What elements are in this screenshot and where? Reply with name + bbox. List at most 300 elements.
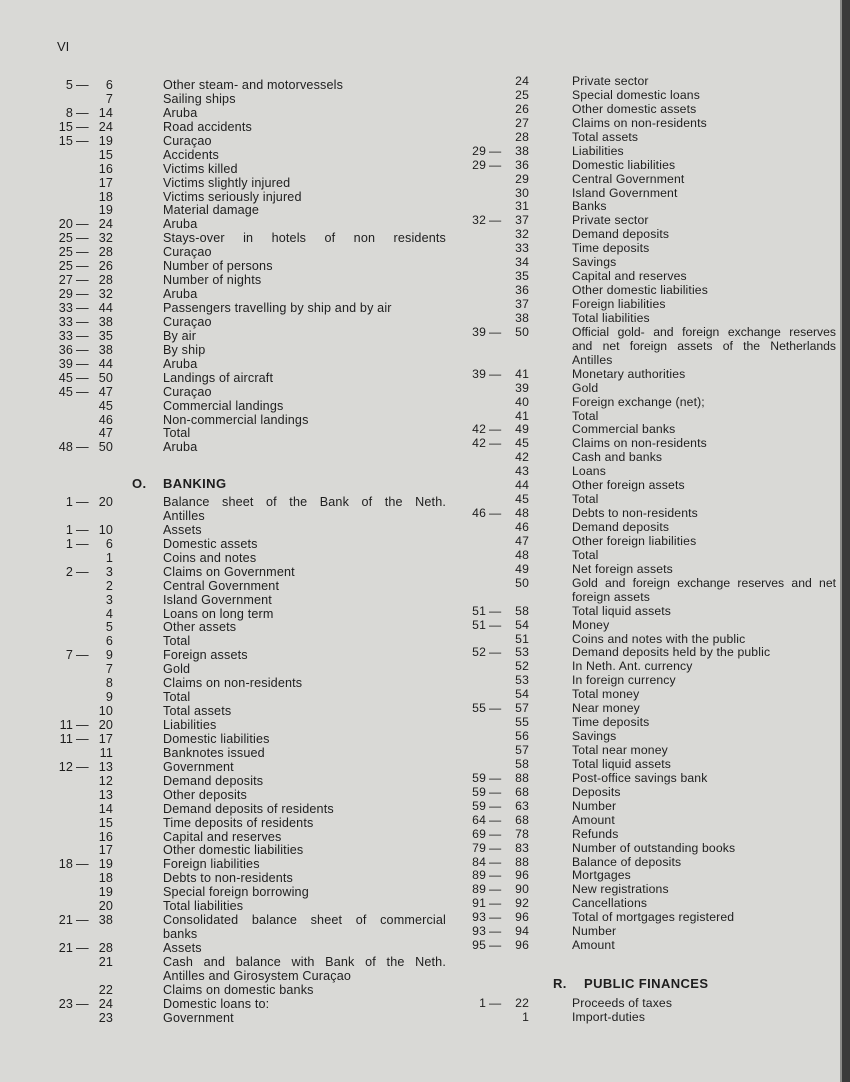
range-dash: — <box>76 718 89 732</box>
table-title: Domestic loans to: <box>163 996 270 1011</box>
table-range-start: 69 <box>472 826 486 841</box>
table-title: Demand deposits <box>572 227 670 242</box>
table-number: 24 <box>515 74 529 88</box>
table-range-start: 33 <box>58 328 73 343</box>
table-title: Capital and reserves <box>163 829 282 844</box>
table-title: Curaçao <box>163 314 212 329</box>
range-dash: — <box>76 342 89 357</box>
table-range-start: 59 <box>472 784 486 799</box>
table-number: 9 <box>105 690 113 705</box>
range-dash: — <box>489 324 502 339</box>
table-title: Foreign exchange (net); <box>572 394 705 409</box>
table-number: 28 <box>98 941 113 955</box>
table-title: Number of outstanding books <box>572 840 736 855</box>
table-title: Central Government <box>163 578 280 593</box>
table-number: 33 <box>515 241 529 256</box>
table-title: Balance of deposits <box>572 854 682 869</box>
table-range-start: 91 <box>472 896 486 911</box>
table-title: Loans <box>572 464 606 479</box>
table-number: 38 <box>98 342 113 357</box>
table-title: Non-commercial landings <box>163 412 309 427</box>
table-number: 17 <box>98 731 113 746</box>
table-title: Assets <box>163 522 202 537</box>
table-number: 10 <box>98 522 113 537</box>
table-title: Liabilities <box>163 718 217 732</box>
table-title: Landings of aircraft <box>163 370 274 385</box>
table-number: 96 <box>515 938 529 953</box>
table-number: 63 <box>515 798 529 813</box>
range-dash: — <box>489 910 502 925</box>
table-number: 50 <box>98 370 113 385</box>
range-dash: — <box>489 924 502 939</box>
range-dash: — <box>76 78 89 92</box>
range-dash: — <box>76 440 89 455</box>
table-title: Total of mortgages registered <box>572 910 735 925</box>
table-range-start: 25 <box>58 259 73 274</box>
table-number: 24 <box>98 119 113 134</box>
table-number: 23 <box>98 1010 113 1025</box>
section-heading-banking-letter: O. <box>132 476 147 491</box>
table-range-start: 89 <box>472 868 486 883</box>
range-dash: — <box>489 938 502 953</box>
table-range-start: 46 <box>472 506 486 521</box>
table-range-start: 1 <box>65 536 73 551</box>
table-number: 35 <box>98 328 113 343</box>
table-number: 68 <box>515 812 529 827</box>
table-number: 57 <box>515 743 529 757</box>
range-dash: — <box>489 422 502 437</box>
table-title: Other assets <box>163 620 237 635</box>
range-dash: — <box>489 798 502 813</box>
table-title: Victims seriously injured <box>163 189 302 204</box>
table-number: 24 <box>98 996 113 1011</box>
table-title: Foreign liabilities <box>163 857 260 872</box>
range-dash: — <box>76 536 89 551</box>
table-number: 19 <box>98 203 113 218</box>
table-title: Banknotes issued <box>163 745 265 760</box>
range-dash: — <box>489 854 502 869</box>
table-range-start: 5 <box>65 78 73 92</box>
table-number: 28 <box>98 273 113 288</box>
table-number: 20 <box>98 718 113 732</box>
table-title: Road accidents <box>163 119 252 134</box>
range-dash: — <box>76 759 89 774</box>
table-title: Time deposits <box>572 241 650 256</box>
table-title: Coins and notes <box>163 550 257 565</box>
table-number: 11 <box>99 745 113 760</box>
table-title: Amount <box>572 938 615 953</box>
table-number: 3 <box>105 592 113 607</box>
table-number: 38 <box>98 314 113 329</box>
table-number: 92 <box>515 896 529 911</box>
table-title: Private sector <box>572 213 649 228</box>
table-title: Total <box>163 634 191 649</box>
table-number: 13 <box>98 759 113 774</box>
table-title: Debts to non-residents <box>163 871 294 886</box>
table-range-start: 33 <box>58 314 73 329</box>
table-title: Curaçao <box>163 384 212 399</box>
table-number: 7 <box>105 662 113 677</box>
range-dash: — <box>489 812 502 827</box>
table-title: Official gold- and foreign exchange reserves <box>572 325 836 339</box>
range-dash: — <box>76 648 89 663</box>
table-range-start: 29 <box>472 157 486 172</box>
table-number: 24 <box>98 217 113 232</box>
table-title: Stays-over in hotels of non residents <box>163 232 446 246</box>
table-title: Cash and balance with Bank of the Neth. <box>163 955 446 969</box>
table-number: 50 <box>515 575 529 590</box>
table-title: Number <box>572 924 617 939</box>
table-number: 14 <box>98 105 113 120</box>
table-range-start: 15 <box>58 133 73 148</box>
table-number: 26 <box>515 101 529 116</box>
table-title: Total <box>572 547 599 562</box>
table-title: Cash and banks <box>572 450 663 465</box>
table-number: 22 <box>98 982 113 997</box>
table-number: 29 <box>515 171 529 186</box>
table-range-start: 39 <box>58 356 73 371</box>
table-range-start: 18 <box>58 857 73 872</box>
table-title: Refunds <box>572 826 619 841</box>
table-title: Total assets <box>572 129 639 144</box>
table-number: 50 <box>515 324 529 339</box>
table-number: 6 <box>105 536 113 551</box>
range-dash: — <box>76 996 89 1011</box>
table-number: 49 <box>515 561 529 576</box>
table-range-start: 7 <box>65 648 73 663</box>
table-range-start: 39 <box>472 324 486 339</box>
table-range-start: 27 <box>58 273 73 288</box>
table-number: 25 <box>515 87 529 102</box>
range-dash: — <box>489 996 502 1010</box>
table-range-start: 84 <box>472 854 486 869</box>
table-title: Island Government <box>572 185 678 200</box>
table-title: Gold <box>572 380 599 395</box>
table-number: 28 <box>98 245 113 260</box>
table-range-start: 89 <box>472 882 486 897</box>
table-title: Cancellations <box>572 896 648 911</box>
table-range-start: 15 <box>58 119 73 134</box>
table-title: Aruba <box>163 440 198 455</box>
range-dash: — <box>489 896 502 911</box>
table-number: 6 <box>105 78 113 92</box>
range-dash: — <box>489 826 502 841</box>
range-dash: — <box>76 356 89 371</box>
table-title: Material damage <box>163 203 260 218</box>
table-number: 46 <box>515 520 529 534</box>
table-title: Private sector <box>572 74 649 88</box>
table-title: Banks <box>572 199 607 214</box>
range-dash: — <box>76 245 89 260</box>
table-number: 52 <box>515 659 529 674</box>
table-title: Sailing ships <box>163 91 236 106</box>
table-number: 32 <box>515 227 529 242</box>
range-dash: — <box>489 366 502 381</box>
table-title: Total <box>163 426 191 441</box>
table-number: 45 <box>98 398 113 413</box>
table-number: 68 <box>515 784 529 799</box>
section-heading-banking: BANKING <box>163 476 227 491</box>
table-number: 54 <box>515 617 529 632</box>
table-title: Domestic assets <box>163 536 258 551</box>
range-dash: — <box>76 384 89 399</box>
range-dash: — <box>489 868 502 883</box>
table-title: Special foreign borrowing <box>163 885 309 900</box>
table-title: Demand deposits held by the public <box>572 645 771 660</box>
table-title: Government <box>163 1010 234 1025</box>
table-number: 12 <box>98 773 113 788</box>
table-number: 53 <box>515 673 529 688</box>
table-title: Other domestic liabilities <box>163 843 304 858</box>
range-dash: — <box>76 564 89 579</box>
range-dash: — <box>489 840 502 855</box>
table-range-start: 21 <box>58 941 73 955</box>
page-binding-edge <box>842 0 850 1082</box>
table-range-start: 51 <box>472 603 486 618</box>
table-number: 18 <box>98 189 113 204</box>
table-number: 44 <box>98 301 113 315</box>
table-number: 48 <box>515 547 529 562</box>
range-dash: — <box>489 882 502 897</box>
table-range-start: 1 <box>65 495 73 509</box>
range-dash: — <box>76 133 89 148</box>
table-number: 88 <box>515 854 529 869</box>
table-title: Number <box>572 798 617 813</box>
table-number: 3 <box>105 564 113 579</box>
range-dash: — <box>76 105 89 120</box>
table-number: 30 <box>515 185 529 200</box>
table-number: 37 <box>515 213 529 228</box>
range-dash: — <box>76 314 89 329</box>
table-range-start: 1 <box>65 522 73 537</box>
range-dash: — <box>76 941 89 955</box>
table-range-start: 36 <box>58 342 73 357</box>
table-title: Accidents <box>163 147 219 162</box>
table-title: Loans on long term <box>163 606 274 621</box>
table-title: Near money <box>572 701 640 716</box>
table-title: Demand deposits <box>572 520 670 534</box>
table-number: 45 <box>515 492 529 507</box>
table-range-start: 8 <box>65 105 73 120</box>
table-range-start: 25 <box>58 245 73 260</box>
range-dash: — <box>76 119 89 134</box>
range-dash: — <box>76 495 89 509</box>
table-range-start: 29 <box>58 287 73 302</box>
table-title: Coins and notes with the public <box>572 631 746 646</box>
table-number: 20 <box>98 899 113 914</box>
table-range-start: 64 <box>472 812 486 827</box>
table-title: Foreign liabilities <box>572 297 666 311</box>
table-range-start: 79 <box>472 840 486 855</box>
table-title: Deposits <box>572 784 621 799</box>
table-number: 18 <box>98 871 113 886</box>
table-title: Curaçao <box>163 245 212 260</box>
range-dash: — <box>76 913 89 928</box>
table-number: 41 <box>515 366 529 381</box>
table-title: Foreign assets <box>163 648 248 663</box>
table-number: 31 <box>515 199 529 214</box>
table-title: Consolidated balance sheet of commercial <box>163 914 446 928</box>
range-dash: — <box>489 701 502 716</box>
table-title: Amount <box>572 812 615 827</box>
table-title: In Neth. Ant. currency <box>572 659 693 674</box>
table-title: Claims on non-residents <box>572 115 707 130</box>
table-number: 27 <box>515 115 529 130</box>
table-range-start: 51 <box>472 617 486 632</box>
table-range-start: 39 <box>472 366 486 381</box>
table-title: Claims on Government <box>163 564 295 579</box>
table-number: 34 <box>515 255 529 270</box>
range-dash: — <box>489 213 502 228</box>
table-number: 48 <box>515 506 529 521</box>
table-number: 39 <box>515 380 529 395</box>
range-dash: — <box>489 784 502 799</box>
table-number: 20 <box>98 495 113 509</box>
page-number: VI <box>57 39 70 54</box>
table-title: Total <box>572 408 599 423</box>
table-number: 96 <box>515 910 529 925</box>
table-title: Aruba <box>163 356 198 371</box>
table-title: Antilles <box>572 352 613 367</box>
range-dash: — <box>76 217 89 232</box>
table-number: 55 <box>515 715 529 730</box>
table-title: Total money <box>572 687 640 702</box>
table-title: Total near money <box>572 743 668 757</box>
table-number: 28 <box>515 129 529 144</box>
table-number: 22 <box>515 996 529 1010</box>
table-title: Aruba <box>163 287 198 302</box>
table-number: 49 <box>515 422 529 437</box>
table-title: Other foreign assets <box>572 478 685 493</box>
table-title: Other foreign liabilities <box>572 533 697 548</box>
table-title: Gold and foreign exchange reserves and net <box>572 576 836 590</box>
range-dash: — <box>76 287 89 302</box>
section-heading-public-finances: PUBLIC FINANCES <box>584 976 709 991</box>
table-title: foreign assets <box>572 589 650 604</box>
table-number: 8 <box>105 676 113 691</box>
table-range-start: 11 <box>59 718 73 732</box>
table-number: 13 <box>98 787 113 802</box>
table-title: Victims slightly injured <box>163 175 291 190</box>
table-range-start: 25 <box>58 231 73 246</box>
table-title: By ship <box>163 342 206 357</box>
table-title: Other deposits <box>163 787 248 802</box>
section-heading-public-finances-letter: R. <box>553 976 567 991</box>
table-title: Total liquid assets <box>572 756 672 771</box>
range-dash: — <box>76 370 89 385</box>
table-number: 47 <box>98 384 113 399</box>
table-range-start: 55 <box>472 701 486 716</box>
table-number: 42 <box>515 450 529 465</box>
table-number: 21 <box>98 954 113 969</box>
table-title: Commercial landings <box>163 398 284 413</box>
table-title: Total liquid assets <box>572 603 672 618</box>
table-title: and net foreign assets of the Netherlands <box>572 339 836 353</box>
table-title: Total <box>163 690 191 705</box>
range-dash: — <box>76 328 89 343</box>
table-number: 51 <box>515 631 529 646</box>
range-dash: — <box>489 506 502 521</box>
table-number: 58 <box>515 603 529 618</box>
table-title: Central Government <box>572 171 685 186</box>
table-title: Curaçao <box>163 133 212 148</box>
range-dash: — <box>489 645 502 660</box>
table-title: Victims killed <box>163 161 238 176</box>
table-number: 16 <box>98 829 113 844</box>
table-title: Claims on non-residents <box>572 436 707 451</box>
table-number: 46 <box>98 412 113 427</box>
range-dash: — <box>76 273 89 288</box>
table-number: 5 <box>105 620 113 635</box>
table-number: 16 <box>98 161 113 176</box>
table-number: 38 <box>98 913 113 928</box>
table-number: 26 <box>98 259 113 274</box>
table-title: Other domestic liabilities <box>572 283 708 298</box>
table-number: 53 <box>515 645 529 660</box>
table-title: Commercial banks <box>572 422 676 437</box>
table-title: Total liabilities <box>572 310 650 325</box>
table-title: Debts to non-residents <box>572 506 698 521</box>
range-dash: — <box>76 857 89 872</box>
range-dash: — <box>489 436 502 451</box>
table-range-start: 59 <box>472 770 486 785</box>
table-number: 4 <box>105 606 113 621</box>
table-range-start: 20 <box>58 217 73 232</box>
table-range-start: 45 <box>58 384 73 399</box>
table-number: 58 <box>515 756 529 771</box>
table-title: Aruba <box>163 217 198 232</box>
range-dash: — <box>76 522 89 537</box>
table-number: 44 <box>515 478 529 493</box>
table-range-start: 48 <box>58 440 73 455</box>
table-title: Capital and reserves <box>572 269 687 284</box>
table-range-start: 42 <box>472 422 486 437</box>
table-range-start: 59 <box>472 798 486 813</box>
table-number: 45 <box>515 436 529 451</box>
table-number: 2 <box>105 578 113 593</box>
table-title: Demand deposits <box>163 773 264 788</box>
table-range-start: 21 <box>58 913 73 928</box>
range-dash: — <box>76 259 89 274</box>
table-title: Demand deposits of residents <box>163 801 334 816</box>
table-title: Other domestic assets <box>572 101 697 116</box>
table-range-start: 29 <box>472 143 486 158</box>
table-number: 36 <box>515 283 529 298</box>
table-title: Total <box>572 492 599 507</box>
table-number: 47 <box>515 533 529 548</box>
table-title: Time deposits <box>572 715 650 730</box>
table-title: Balance sheet of the Bank of the Neth. <box>163 496 446 509</box>
table-number: 38 <box>515 143 529 158</box>
table-title: Island Government <box>163 592 272 607</box>
table-number: 36 <box>515 157 529 172</box>
table-number: 41 <box>515 408 529 423</box>
table-number: 17 <box>98 843 113 858</box>
table-title: By air <box>163 328 197 343</box>
range-dash: — <box>489 157 502 172</box>
table-title: Claims on domestic banks <box>163 982 314 997</box>
table-number: 78 <box>515 826 529 841</box>
table-number: 44 <box>98 356 113 371</box>
table-number: 56 <box>515 729 529 744</box>
table-title: Domestic liabilities <box>572 157 676 172</box>
table-title: Claims on non-residents <box>163 676 303 691</box>
table-title: Other steam- and motorvessels <box>163 78 344 92</box>
table-range-start: 23 <box>58 996 73 1011</box>
table-title: Import-duties <box>572 1009 646 1024</box>
table-number: 32 <box>98 287 113 302</box>
table-title: Passengers travelling by ship and by air <box>163 301 392 315</box>
